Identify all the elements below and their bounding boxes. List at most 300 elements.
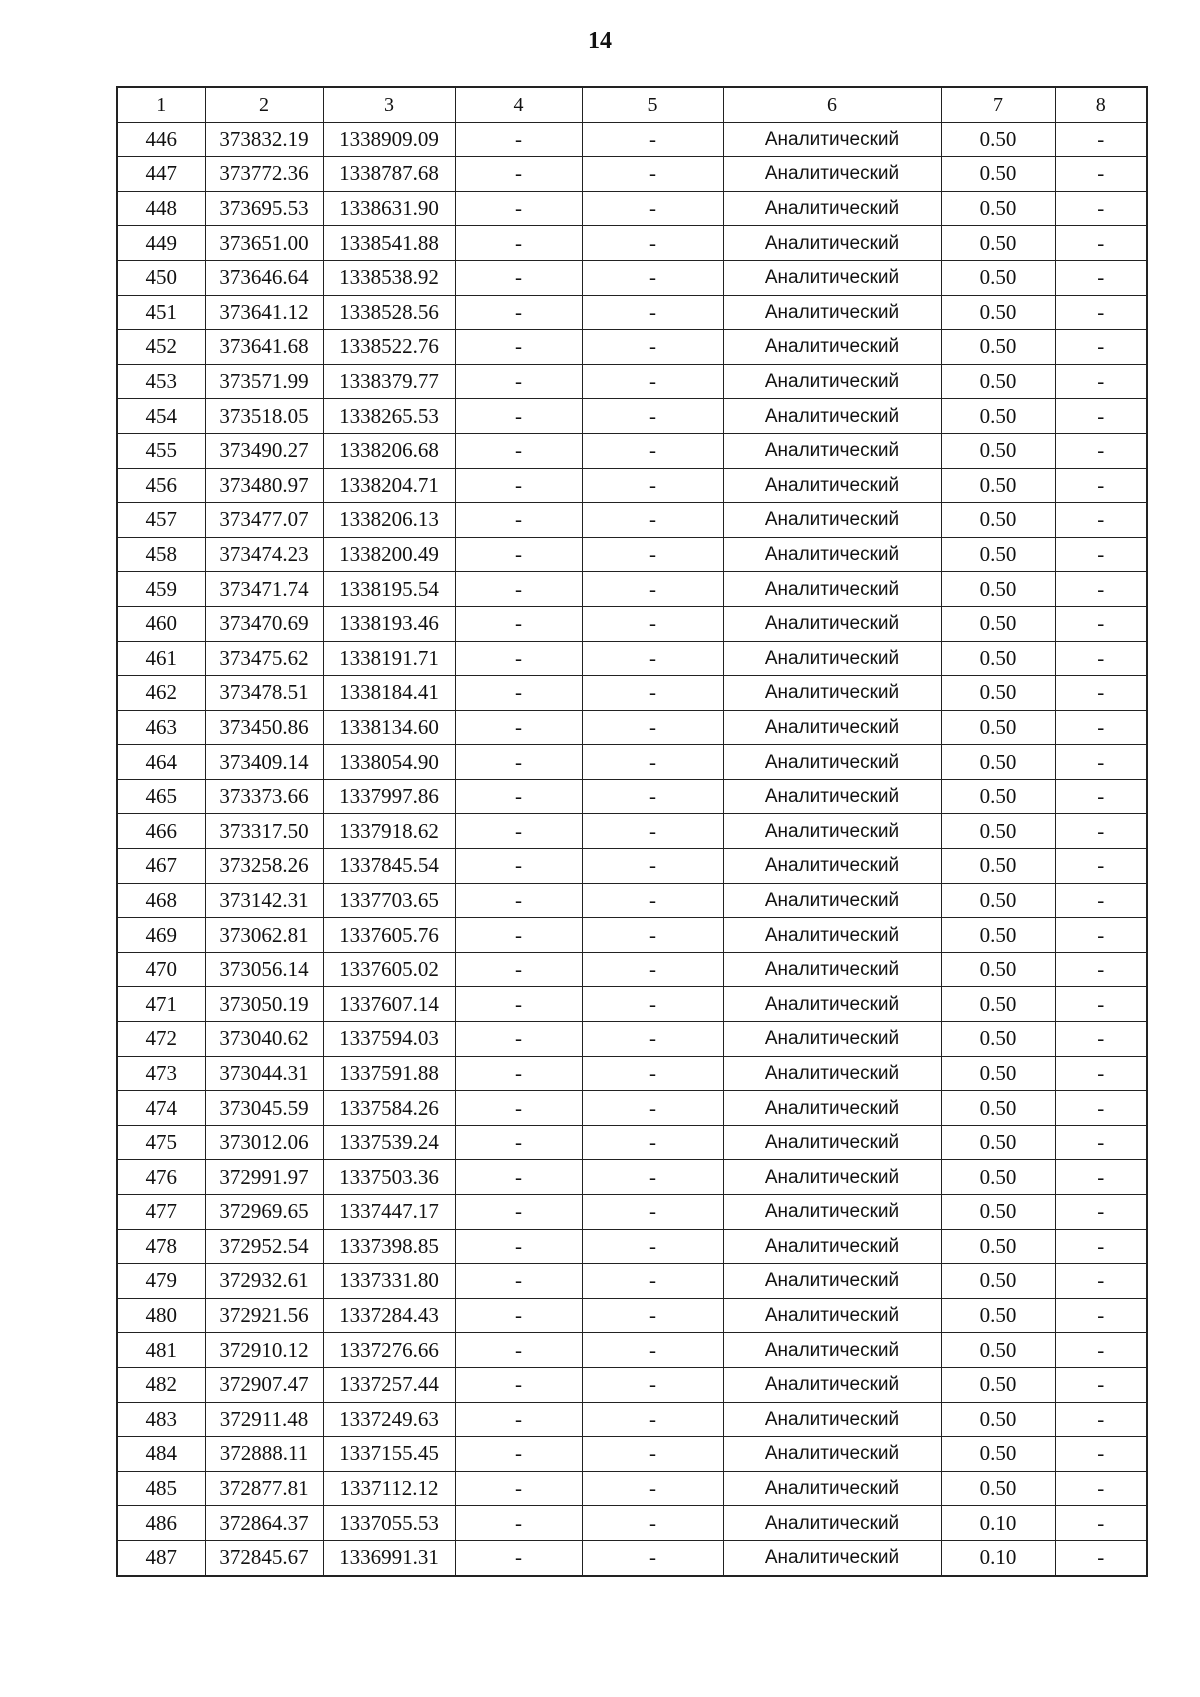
cell-col-4: - xyxy=(455,157,582,192)
cell-method: Аналитический xyxy=(723,849,941,884)
cell-accuracy: 0.50 xyxy=(941,1195,1055,1230)
cell-point-number: 454 xyxy=(117,399,205,434)
cell-col-8: - xyxy=(1055,1091,1147,1126)
cell-x-coordinate: 373062.81 xyxy=(205,918,323,953)
cell-x-coordinate: 373450.86 xyxy=(205,710,323,745)
cell-accuracy: 0.50 xyxy=(941,260,1055,295)
cell-y-coordinate: 1338195.54 xyxy=(323,572,455,607)
cell-col-8: - xyxy=(1055,606,1147,641)
cell-accuracy: 0.50 xyxy=(941,849,1055,884)
cell-accuracy: 0.50 xyxy=(941,779,1055,814)
cell-col-8: - xyxy=(1055,1471,1147,1506)
cell-col-8: - xyxy=(1055,1229,1147,1264)
cell-col-5: - xyxy=(582,1091,723,1126)
cell-y-coordinate: 1337703.65 xyxy=(323,883,455,918)
cell-col-5: - xyxy=(582,503,723,538)
cell-accuracy: 0.50 xyxy=(941,157,1055,192)
cell-point-number: 478 xyxy=(117,1229,205,1264)
cell-method: Аналитический xyxy=(723,295,941,330)
cell-point-number: 475 xyxy=(117,1125,205,1160)
cell-col-5: - xyxy=(582,779,723,814)
cell-method: Аналитический xyxy=(723,1298,941,1333)
cell-y-coordinate: 1338200.49 xyxy=(323,537,455,572)
cell-col-5: - xyxy=(582,1125,723,1160)
cell-method: Аналитический xyxy=(723,1437,941,1472)
table-row xyxy=(117,814,1147,849)
cell-col-4: - xyxy=(455,260,582,295)
cell-x-coordinate: 372969.65 xyxy=(205,1195,323,1230)
cell-col-8: - xyxy=(1055,1298,1147,1333)
cell-col-4: - xyxy=(455,1333,582,1368)
table-row xyxy=(117,122,1147,157)
cell-col-8: - xyxy=(1055,1160,1147,1195)
cell-point-number: 451 xyxy=(117,295,205,330)
cell-col-5: - xyxy=(582,1402,723,1437)
cell-col-5: - xyxy=(582,676,723,711)
cell-x-coordinate: 373571.99 xyxy=(205,364,323,399)
cell-method: Аналитический xyxy=(723,157,941,192)
cell-y-coordinate: 1337257.44 xyxy=(323,1367,455,1402)
cell-accuracy: 0.50 xyxy=(941,745,1055,780)
cell-point-number: 470 xyxy=(117,952,205,987)
cell-y-coordinate: 1337997.86 xyxy=(323,779,455,814)
cell-x-coordinate: 373695.53 xyxy=(205,191,323,226)
cell-x-coordinate: 373646.64 xyxy=(205,260,323,295)
cell-col-8: - xyxy=(1055,849,1147,884)
cell-col-5: - xyxy=(582,1471,723,1506)
cell-accuracy: 0.50 xyxy=(941,1367,1055,1402)
table-row xyxy=(117,537,1147,572)
cell-col-5: - xyxy=(582,918,723,953)
cell-col-5: - xyxy=(582,226,723,261)
cell-col-5: - xyxy=(582,1195,723,1230)
table-row xyxy=(117,1056,1147,1091)
table-row xyxy=(117,364,1147,399)
table-body xyxy=(117,122,1147,1575)
cell-method: Аналитический xyxy=(723,1195,941,1230)
cell-accuracy: 0.50 xyxy=(941,191,1055,226)
cell-method: Аналитический xyxy=(723,1540,941,1575)
cell-col-8: - xyxy=(1055,745,1147,780)
cell-y-coordinate: 1337594.03 xyxy=(323,1022,455,1057)
cell-point-number: 484 xyxy=(117,1437,205,1472)
cell-y-coordinate: 1337591.88 xyxy=(323,1056,455,1091)
table-row xyxy=(117,918,1147,953)
table-row xyxy=(117,1229,1147,1264)
cell-col-8: - xyxy=(1055,191,1147,226)
cell-col-4: - xyxy=(455,710,582,745)
cell-col-4: - xyxy=(455,1160,582,1195)
cell-point-number: 481 xyxy=(117,1333,205,1368)
cell-method: Аналитический xyxy=(723,1264,941,1299)
cell-accuracy: 0.50 xyxy=(941,122,1055,157)
table-row xyxy=(117,433,1147,468)
cell-y-coordinate: 1337276.66 xyxy=(323,1333,455,1368)
cell-y-coordinate: 1338528.56 xyxy=(323,295,455,330)
cell-y-coordinate: 1338134.60 xyxy=(323,710,455,745)
cell-y-coordinate: 1337284.43 xyxy=(323,1298,455,1333)
cell-col-8: - xyxy=(1055,503,1147,538)
cell-method: Аналитический xyxy=(723,745,941,780)
cell-accuracy: 0.50 xyxy=(941,1402,1055,1437)
cell-point-number: 456 xyxy=(117,468,205,503)
cell-col-8: - xyxy=(1055,1125,1147,1160)
cell-col-4: - xyxy=(455,849,582,884)
cell-col-5: - xyxy=(582,157,723,192)
column-header-7: 7 xyxy=(941,87,1055,122)
table-row xyxy=(117,641,1147,676)
cell-point-number: 471 xyxy=(117,987,205,1022)
table-row xyxy=(117,1298,1147,1333)
cell-y-coordinate: 1337845.54 xyxy=(323,849,455,884)
cell-col-8: - xyxy=(1055,779,1147,814)
cell-y-coordinate: 1338541.88 xyxy=(323,226,455,261)
cell-accuracy: 0.50 xyxy=(941,814,1055,849)
cell-col-4: - xyxy=(455,676,582,711)
cell-accuracy: 0.50 xyxy=(941,537,1055,572)
cell-col-4: - xyxy=(455,1125,582,1160)
cell-accuracy: 0.50 xyxy=(941,606,1055,641)
cell-col-5: - xyxy=(582,572,723,607)
cell-accuracy: 0.50 xyxy=(941,399,1055,434)
cell-col-5: - xyxy=(582,1437,723,1472)
cell-accuracy: 0.50 xyxy=(941,295,1055,330)
cell-col-5: - xyxy=(582,1506,723,1541)
cell-method: Аналитический xyxy=(723,710,941,745)
cell-y-coordinate: 1337605.76 xyxy=(323,918,455,953)
cell-x-coordinate: 373477.07 xyxy=(205,503,323,538)
cell-method: Аналитический xyxy=(723,226,941,261)
cell-col-5: - xyxy=(582,1160,723,1195)
cell-col-8: - xyxy=(1055,883,1147,918)
cell-point-number: 450 xyxy=(117,260,205,295)
cell-col-8: - xyxy=(1055,641,1147,676)
cell-col-4: - xyxy=(455,779,582,814)
cell-col-8: - xyxy=(1055,1437,1147,1472)
table-row xyxy=(117,779,1147,814)
cell-method: Аналитический xyxy=(723,1056,941,1091)
cell-col-5: - xyxy=(582,883,723,918)
cell-y-coordinate: 1337331.80 xyxy=(323,1264,455,1299)
cell-x-coordinate: 373772.36 xyxy=(205,157,323,192)
cell-method: Аналитический xyxy=(723,330,941,365)
cell-y-coordinate: 1338522.76 xyxy=(323,330,455,365)
cell-method: Аналитический xyxy=(723,779,941,814)
cell-col-8: - xyxy=(1055,226,1147,261)
cell-col-5: - xyxy=(582,1022,723,1057)
table-row xyxy=(117,883,1147,918)
cell-accuracy: 0.10 xyxy=(941,1506,1055,1541)
cell-point-number: 487 xyxy=(117,1540,205,1575)
cell-col-5: - xyxy=(582,537,723,572)
cell-point-number: 459 xyxy=(117,572,205,607)
cell-x-coordinate: 372910.12 xyxy=(205,1333,323,1368)
cell-accuracy: 0.50 xyxy=(941,883,1055,918)
cell-x-coordinate: 372952.54 xyxy=(205,1229,323,1264)
cell-x-coordinate: 372921.56 xyxy=(205,1298,323,1333)
cell-col-4: - xyxy=(455,537,582,572)
table-row xyxy=(117,710,1147,745)
cell-accuracy: 0.50 xyxy=(941,1229,1055,1264)
cell-point-number: 466 xyxy=(117,814,205,849)
table-row xyxy=(117,1160,1147,1195)
cell-col-5: - xyxy=(582,433,723,468)
cell-y-coordinate: 1337155.45 xyxy=(323,1437,455,1472)
cell-y-coordinate: 1337539.24 xyxy=(323,1125,455,1160)
table-row xyxy=(117,1506,1147,1541)
table-row xyxy=(117,572,1147,607)
cell-accuracy: 0.10 xyxy=(941,1540,1055,1575)
cell-col-5: - xyxy=(582,122,723,157)
table-row xyxy=(117,1367,1147,1402)
table-row xyxy=(117,1402,1147,1437)
cell-x-coordinate: 373480.97 xyxy=(205,468,323,503)
cell-y-coordinate: 1337918.62 xyxy=(323,814,455,849)
table-header-row xyxy=(117,87,1147,122)
cell-col-8: - xyxy=(1055,330,1147,365)
table-row xyxy=(117,260,1147,295)
cell-x-coordinate: 373470.69 xyxy=(205,606,323,641)
cell-col-4: - xyxy=(455,1229,582,1264)
cell-point-number: 486 xyxy=(117,1506,205,1541)
cell-x-coordinate: 373142.31 xyxy=(205,883,323,918)
cell-point-number: 479 xyxy=(117,1264,205,1299)
cell-point-number: 476 xyxy=(117,1160,205,1195)
cell-y-coordinate: 1338054.90 xyxy=(323,745,455,780)
cell-point-number: 467 xyxy=(117,849,205,884)
cell-col-5: - xyxy=(582,399,723,434)
column-header-2: 2 xyxy=(205,87,323,122)
table-row xyxy=(117,1437,1147,1472)
table-row xyxy=(117,987,1147,1022)
cell-point-number: 465 xyxy=(117,779,205,814)
cell-y-coordinate: 1337249.63 xyxy=(323,1402,455,1437)
cell-y-coordinate: 1337447.17 xyxy=(323,1195,455,1230)
cell-accuracy: 0.50 xyxy=(941,1471,1055,1506)
cell-x-coordinate: 373641.68 xyxy=(205,330,323,365)
cell-method: Аналитический xyxy=(723,1506,941,1541)
cell-point-number: 469 xyxy=(117,918,205,953)
cell-y-coordinate: 1338204.71 xyxy=(323,468,455,503)
cell-point-number: 460 xyxy=(117,606,205,641)
table-row xyxy=(117,226,1147,261)
table-row xyxy=(117,468,1147,503)
cell-method: Аналитический xyxy=(723,1091,941,1126)
cell-x-coordinate: 373641.12 xyxy=(205,295,323,330)
cell-col-5: - xyxy=(582,1264,723,1299)
cell-col-4: - xyxy=(455,1402,582,1437)
cell-method: Аналитический xyxy=(723,1229,941,1264)
cell-method: Аналитический xyxy=(723,572,941,607)
cell-col-5: - xyxy=(582,1367,723,1402)
cell-col-8: - xyxy=(1055,1506,1147,1541)
cell-col-8: - xyxy=(1055,1056,1147,1091)
cell-col-4: - xyxy=(455,1091,582,1126)
cell-method: Аналитический xyxy=(723,952,941,987)
cell-x-coordinate: 372888.11 xyxy=(205,1437,323,1472)
cell-col-4: - xyxy=(455,1298,582,1333)
cell-method: Аналитический xyxy=(723,641,941,676)
cell-y-coordinate: 1338206.68 xyxy=(323,433,455,468)
table-row xyxy=(117,503,1147,538)
cell-y-coordinate: 1338787.68 xyxy=(323,157,455,192)
cell-y-coordinate: 1338193.46 xyxy=(323,606,455,641)
cell-x-coordinate: 372877.81 xyxy=(205,1471,323,1506)
cell-x-coordinate: 373012.06 xyxy=(205,1125,323,1160)
table-row xyxy=(117,676,1147,711)
cell-y-coordinate: 1337112.12 xyxy=(323,1471,455,1506)
cell-col-4: - xyxy=(455,191,582,226)
column-header-6: 6 xyxy=(723,87,941,122)
table-row xyxy=(117,1195,1147,1230)
cell-col-5: - xyxy=(582,987,723,1022)
cell-method: Аналитический xyxy=(723,1471,941,1506)
cell-col-8: - xyxy=(1055,468,1147,503)
cell-accuracy: 0.50 xyxy=(941,641,1055,676)
cell-x-coordinate: 373044.31 xyxy=(205,1056,323,1091)
cell-col-4: - xyxy=(455,1437,582,1472)
table-row xyxy=(117,399,1147,434)
cell-col-5: - xyxy=(582,814,723,849)
cell-point-number: 473 xyxy=(117,1056,205,1091)
cell-col-4: - xyxy=(455,918,582,953)
cell-y-coordinate: 1337607.14 xyxy=(323,987,455,1022)
cell-col-8: - xyxy=(1055,399,1147,434)
cell-method: Аналитический xyxy=(723,1160,941,1195)
cell-col-8: - xyxy=(1055,157,1147,192)
cell-point-number: 457 xyxy=(117,503,205,538)
cell-col-8: - xyxy=(1055,814,1147,849)
column-header-1: 1 xyxy=(117,87,205,122)
cell-col-8: - xyxy=(1055,1195,1147,1230)
cell-point-number: 458 xyxy=(117,537,205,572)
table-row xyxy=(117,330,1147,365)
table-row xyxy=(117,849,1147,884)
cell-x-coordinate: 373651.00 xyxy=(205,226,323,261)
column-header-3: 3 xyxy=(323,87,455,122)
cell-col-4: - xyxy=(455,122,582,157)
cell-col-8: - xyxy=(1055,1367,1147,1402)
cell-method: Аналитический xyxy=(723,1367,941,1402)
cell-col-8: - xyxy=(1055,433,1147,468)
table-row xyxy=(117,1471,1147,1506)
cell-x-coordinate: 373475.62 xyxy=(205,641,323,676)
cell-point-number: 483 xyxy=(117,1402,205,1437)
cell-col-8: - xyxy=(1055,710,1147,745)
cell-col-5: - xyxy=(582,260,723,295)
cell-col-4: - xyxy=(455,606,582,641)
cell-y-coordinate: 1338538.92 xyxy=(323,260,455,295)
cell-x-coordinate: 373471.74 xyxy=(205,572,323,607)
cell-col-5: - xyxy=(582,1540,723,1575)
cell-col-4: - xyxy=(455,883,582,918)
cell-point-number: 464 xyxy=(117,745,205,780)
cell-method: Аналитический xyxy=(723,1402,941,1437)
cell-col-4: - xyxy=(455,330,582,365)
cell-col-5: - xyxy=(582,952,723,987)
cell-point-number: 462 xyxy=(117,676,205,711)
cell-col-8: - xyxy=(1055,122,1147,157)
cell-y-coordinate: 1337605.02 xyxy=(323,952,455,987)
cell-col-4: - xyxy=(455,987,582,1022)
cell-point-number: 477 xyxy=(117,1195,205,1230)
cell-y-coordinate: 1336991.31 xyxy=(323,1540,455,1575)
cell-col-4: - xyxy=(455,814,582,849)
cell-accuracy: 0.50 xyxy=(941,1022,1055,1057)
cell-method: Аналитический xyxy=(723,122,941,157)
cell-y-coordinate: 1337503.36 xyxy=(323,1160,455,1195)
cell-method: Аналитический xyxy=(723,433,941,468)
cell-point-number: 455 xyxy=(117,433,205,468)
cell-accuracy: 0.50 xyxy=(941,676,1055,711)
page-number: 14 xyxy=(588,28,612,54)
cell-x-coordinate: 373832.19 xyxy=(205,122,323,157)
cell-accuracy: 0.50 xyxy=(941,1264,1055,1299)
cell-method: Аналитический xyxy=(723,814,941,849)
cell-accuracy: 0.50 xyxy=(941,572,1055,607)
cell-x-coordinate: 372911.48 xyxy=(205,1402,323,1437)
cell-accuracy: 0.50 xyxy=(941,952,1055,987)
cell-method: Аналитический xyxy=(723,1125,941,1160)
cell-y-coordinate: 1338379.77 xyxy=(323,364,455,399)
cell-x-coordinate: 372932.61 xyxy=(205,1264,323,1299)
cell-col-4: - xyxy=(455,503,582,538)
cell-accuracy: 0.50 xyxy=(941,226,1055,261)
cell-col-4: - xyxy=(455,433,582,468)
cell-x-coordinate: 372845.67 xyxy=(205,1540,323,1575)
cell-col-4: - xyxy=(455,641,582,676)
cell-point-number: 474 xyxy=(117,1091,205,1126)
cell-point-number: 447 xyxy=(117,157,205,192)
cell-col-4: - xyxy=(455,1506,582,1541)
table-row xyxy=(117,1540,1147,1575)
cell-col-4: - xyxy=(455,1264,582,1299)
cell-col-5: - xyxy=(582,1229,723,1264)
cell-col-8: - xyxy=(1055,295,1147,330)
cell-point-number: 461 xyxy=(117,641,205,676)
cell-col-8: - xyxy=(1055,260,1147,295)
cell-accuracy: 0.50 xyxy=(941,364,1055,399)
cell-col-4: - xyxy=(455,468,582,503)
cell-method: Аналитический xyxy=(723,1022,941,1057)
cell-accuracy: 0.50 xyxy=(941,1125,1055,1160)
cell-accuracy: 0.50 xyxy=(941,918,1055,953)
cell-method: Аналитический xyxy=(723,987,941,1022)
cell-point-number: 468 xyxy=(117,883,205,918)
cell-col-5: - xyxy=(582,468,723,503)
table-row xyxy=(117,1125,1147,1160)
cell-x-coordinate: 372907.47 xyxy=(205,1367,323,1402)
cell-point-number: 472 xyxy=(117,1022,205,1057)
cell-y-coordinate: 1337055.53 xyxy=(323,1506,455,1541)
cell-x-coordinate: 373474.23 xyxy=(205,537,323,572)
cell-method: Аналитический xyxy=(723,399,941,434)
table-row xyxy=(117,295,1147,330)
table-row xyxy=(117,952,1147,987)
cell-x-coordinate: 372991.97 xyxy=(205,1160,323,1195)
column-header-5: 5 xyxy=(582,87,723,122)
cell-col-5: - xyxy=(582,364,723,399)
cell-point-number: 453 xyxy=(117,364,205,399)
cell-point-number: 452 xyxy=(117,330,205,365)
cell-accuracy: 0.50 xyxy=(941,1056,1055,1091)
cell-col-5: - xyxy=(582,1333,723,1368)
cell-method: Аналитический xyxy=(723,676,941,711)
cell-col-4: - xyxy=(455,952,582,987)
cell-col-4: - xyxy=(455,1022,582,1057)
cell-y-coordinate: 1338184.41 xyxy=(323,676,455,711)
cell-col-4: - xyxy=(455,1195,582,1230)
